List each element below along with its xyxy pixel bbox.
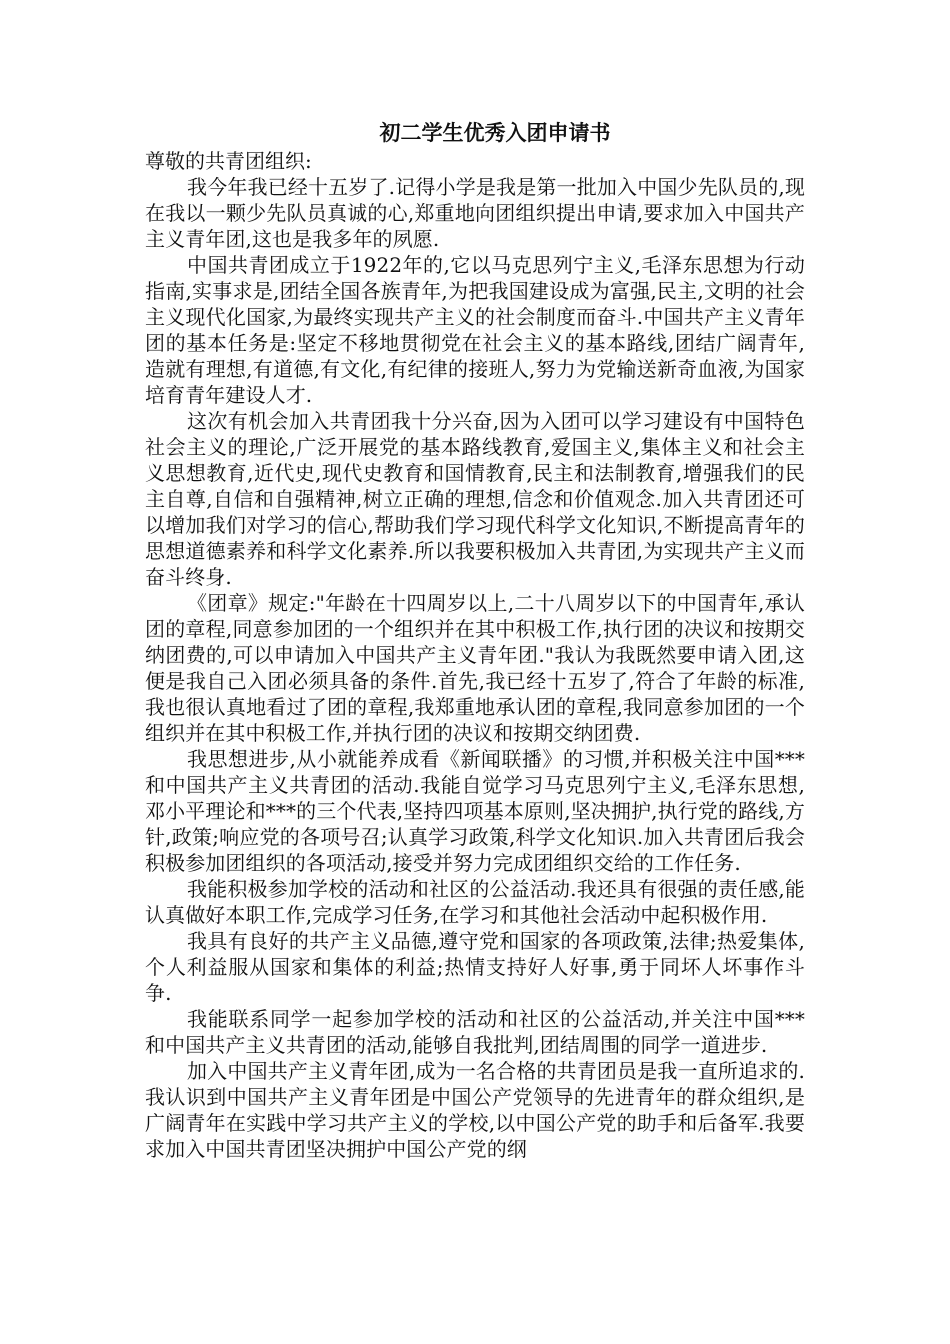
paragraph-5: 我思想进步,从小就能养成看《新闻联播》的习惯,并积极关注中国***和中国共产主义共青团的活动.我能自觉学习马克思列宁主义,毛泽东思想,邓小平理论和***的三个代表,坚持四项基本原则,坚决拥护,执行党的路线,方针,政策;响应党的各项号召;认真学习政策,科学文化知识.加入共青团后我会积极参加团组织的各项活动,接受并努力完成团组织交给的工作任务. bbox=[145, 747, 805, 875]
paragraph-4: 《团章》规定:"年龄在十四周岁以上,二十八周岁以下的中国青年,承认团的章程,同意参加团的一个组织并在其中积极工作,执行团的决议和按期交纳团费的,可以申请加入中国共产主义青年团."我认为我既然要申请入团,这便是我自己入团必须具备的条件.首先,我已经十五岁了,符合了年龄的标准,我也很认真地看过了团的章程,我郑重地承认团的章程,我同意参加团的一个组织并在其中积极工作,并执行团的决议和按期交纳团费. bbox=[145, 591, 805, 745]
document-page bbox=[145, 118, 805, 1162]
paragraph-1: 我今年我已经十五岁了.记得小学是我是第一批加入中国少先队员的,现在我以一颗少先队员真诚的心,郑重地向团组织提出申请,要求加入中国共产主义青年团,这也是我多年的夙愿. bbox=[145, 175, 805, 251]
paragraph-2: 中国共青团成立于1922年的,它以马克思列宁主义,毛泽东思想为行动指南,实事求是,团结全国各族青年,为把我国建设成为富强,民主,文明的社会主义现代化国家,为最终实现共产主义的社会制度而奋斗.中国共产主义青年团的基本任务是:坚定不移地贯彻党在社会主义的基本路线,团结广阔青年,造就有理想,有道德,有文化,有纪律的接班人,努力为党输送新奇血液,为国家培育青年建设人才. bbox=[145, 253, 805, 407]
salutation: 尊敬的共青团组织: bbox=[145, 149, 312, 173]
paragraph-7: 我具有良好的共产主义品德,遵守党和国家的各项政策,法律;热爱集体,个人利益服从国家和集体的利益;热情支持好人好事,勇于同坏人坏事作斗争. bbox=[145, 929, 805, 1005]
paragraph-3: 这次有机会加入共青团我十分兴奋,因为入团可以学习建设有中国特色社会主义的理论,广泛开展党的基本路线教育,爱国主义,集体主义和社会主义思想教育,近代史,现代史教育和国情教育,民主和法制教育,增强我们的民主自尊,自信和自强精神,树立正确的理想,信念和价值观念.加入共青团还可以增加我们对学习的信心,帮助我们学习现代科学文化知识,不断提高青年的思想道德素养和科学文化素养.所以我要积极加入共青团,为实现共产主义而奋斗终身. bbox=[145, 409, 805, 589]
paragraph-6: 我能积极参加学校的活动和社区的公益活动.我还具有很强的责任感,能认真做好本职工作,完成学习任务,在学习和其他社会活动中起积极作用. bbox=[145, 877, 805, 927]
document-title: 初二学生优秀入团申请书 bbox=[379, 120, 611, 145]
paragraph-9: 加入中国共产主义青年团,成为一名合格的共青团员是我一直所追求的.我认识到中国共产主义青年团是中国公产党领导的先进青年的群众组织,是广阔青年在实践中学习共产主义的学校,以中国公产党的助手和后备军.我要求加入中国共青团坚决拥护中国公产党的纲 bbox=[145, 1059, 805, 1161]
paragraph-8: 我能联系同学一起参加学校的活动和社区的公益活动,并关注中国***和中国共产主义共青团的活动,能够自我批判,团结周围的同学一道进步. bbox=[145, 1007, 805, 1057]
